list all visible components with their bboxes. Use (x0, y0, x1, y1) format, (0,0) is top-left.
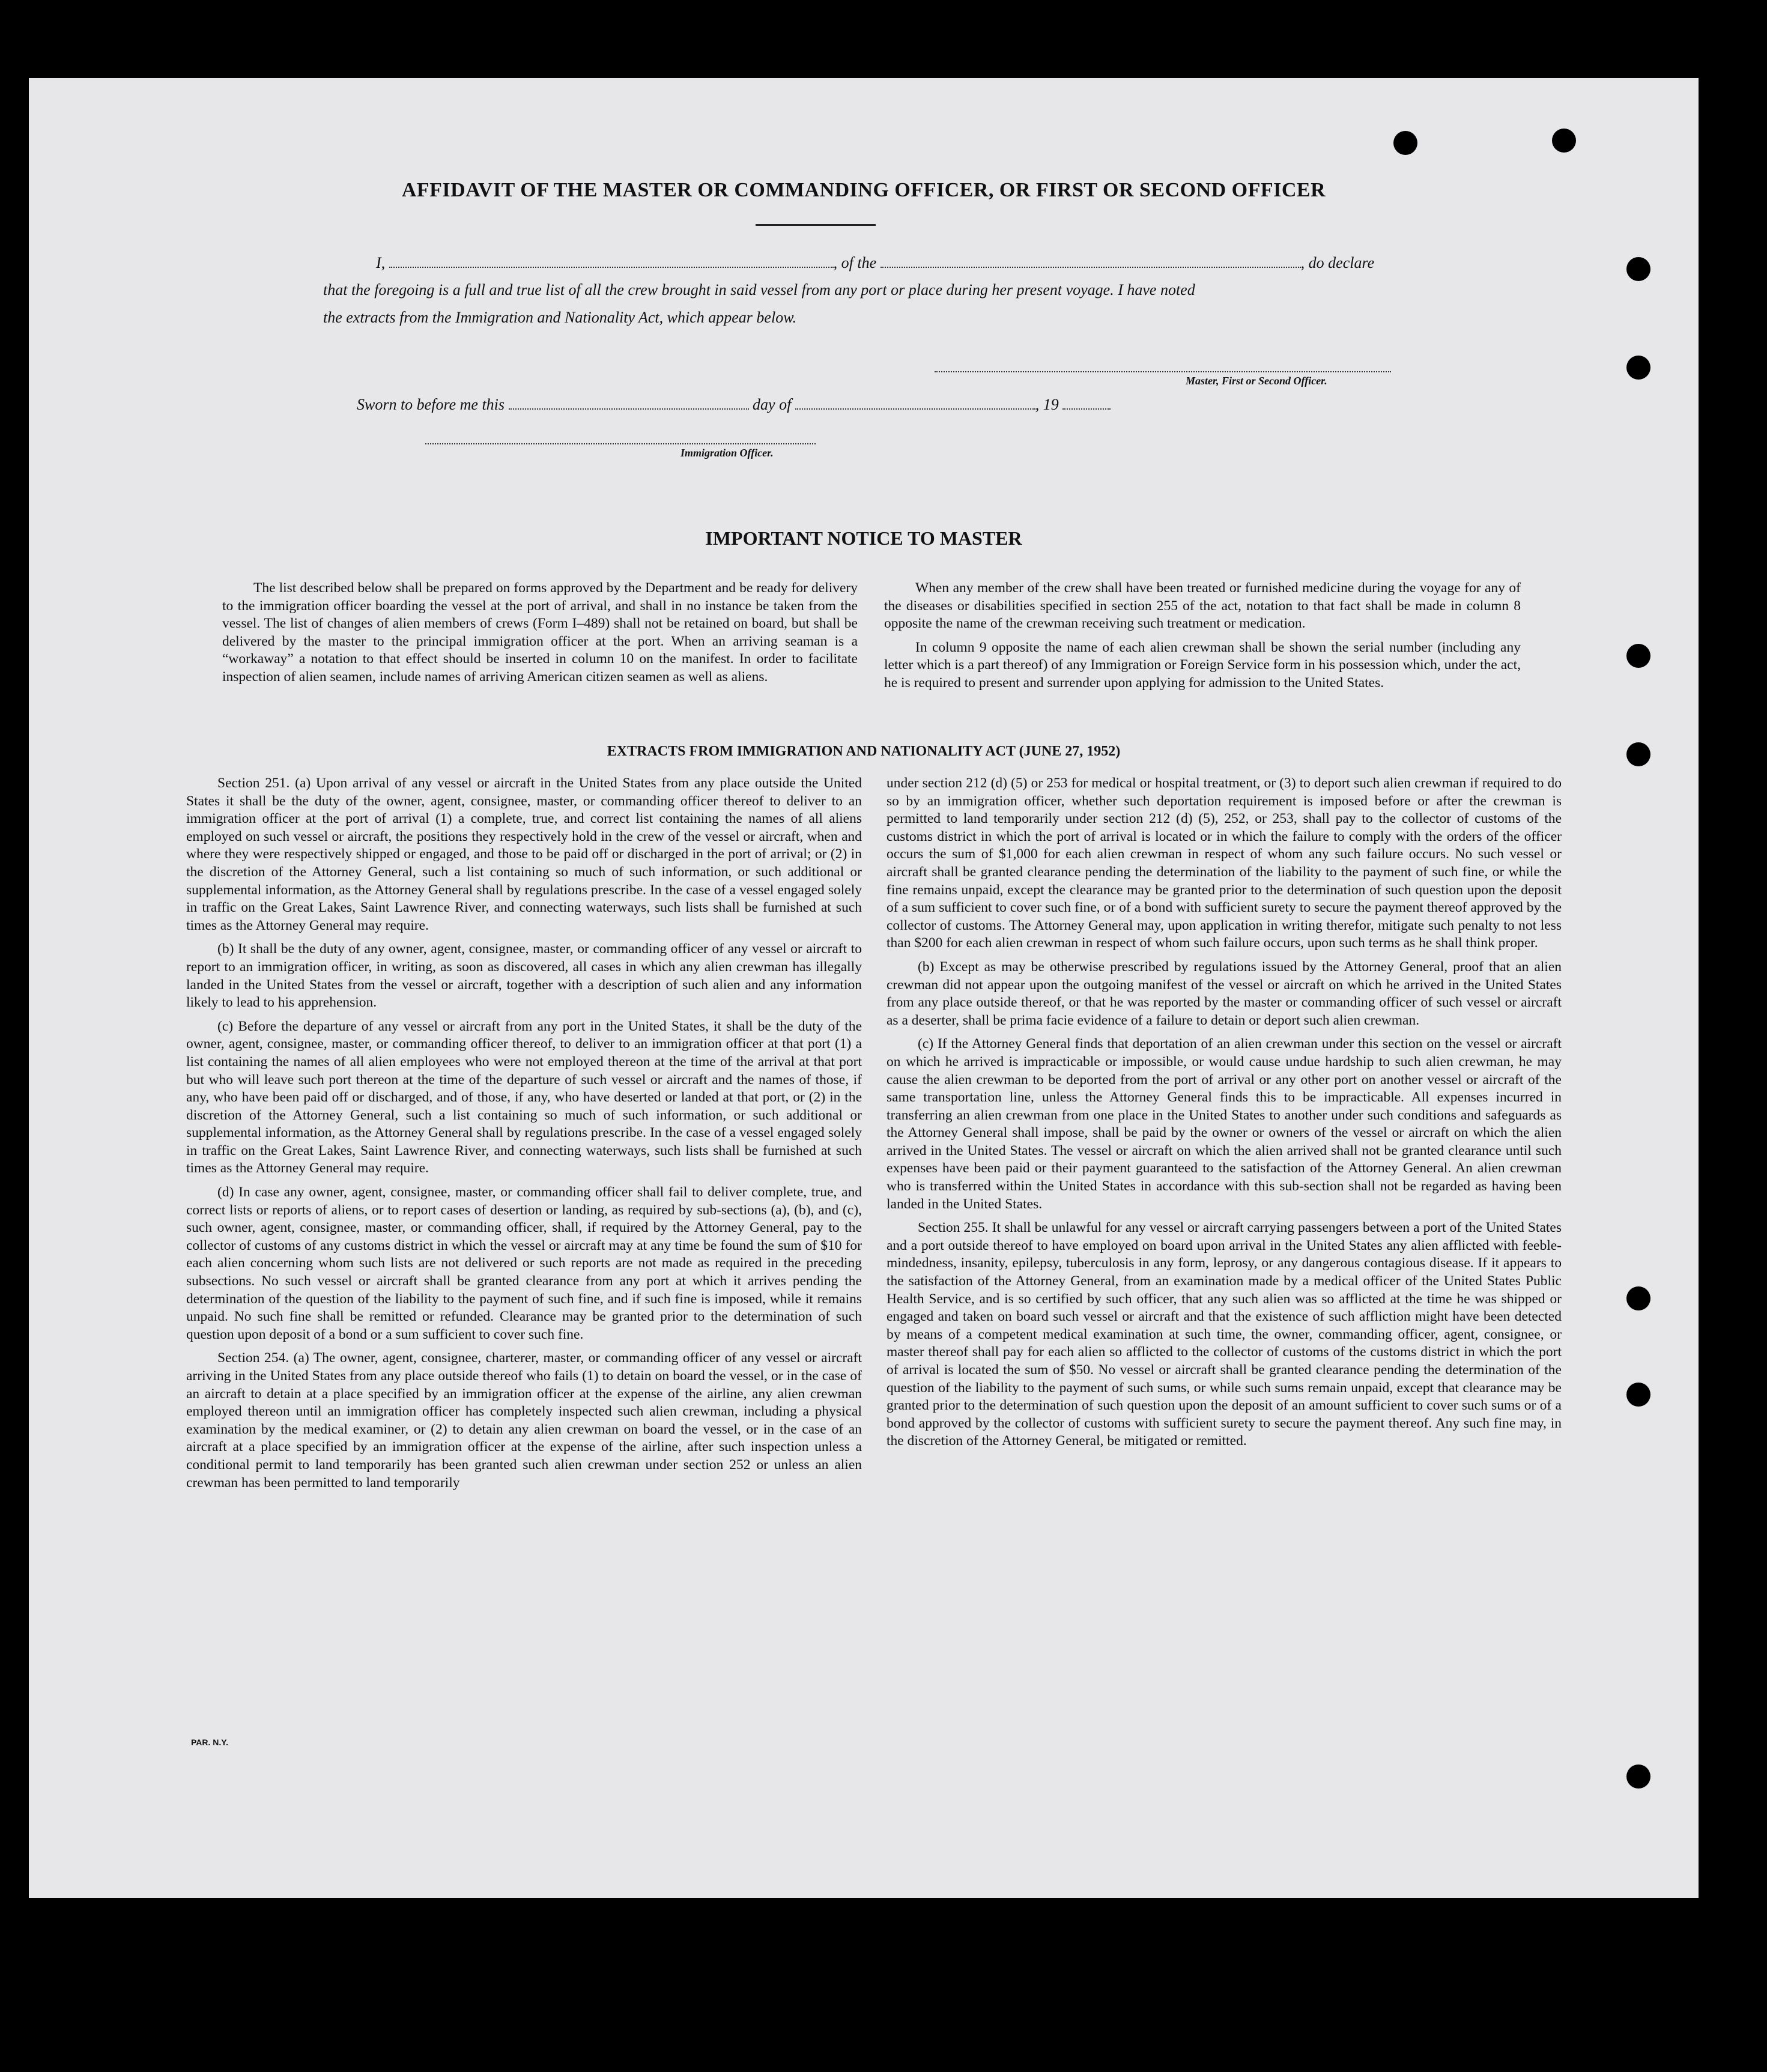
affidavit-declaration-line (376, 253, 1374, 272)
document-page (29, 78, 1699, 1898)
notice-left-column (222, 580, 858, 686)
punch-hole (1626, 1286, 1650, 1310)
affidavit-line-2: that the foregoing is a full and true list of all the crew brought in said vessel from any port or place during her present voyage. I have noted (323, 281, 1195, 298)
punch-hole (1626, 1383, 1650, 1407)
sworn-line (357, 395, 1111, 414)
affidavit-of-the-label: , of the (833, 254, 877, 271)
act-paragraph: Section 251. (a) Upon arrival of any vessel or aircraft in the United States from any place outside the United States it shall be the duty of the owner, agent, consignee, master, or commanding officer thereof to deliver to an immigration officer at the port of arrival (1) a complete, true, and correct list containing the names of all aliens employed on such vessel or aircraft, the positions they respectively hold in the crew of the vessel or aircraft, when and where they were respectively shipped or engaged, and those to be paid off or discharged in the port of arrival; or (2) in the discretion of the Attorney General, such a list containing so much of such information, or such additional or supplemental information, as the Attorney General shall by regulations prescribe. In the case of a vessel engaged solely in traffic on the Great Lakes, Saint Lawrence River, and connecting waterways, such lists shall be furnished at such times as the Attorney General may require. (186, 775, 862, 933)
act-paragraph: under section 212 (d) (5) or 253 for medical or hospital treatment, or (3) to deport such alien crewman if required to do so by an immigration officer, whether such deportation requirement is imposed before or after the crewman is permitted to land temporarily under section 212 (d) (5), 252, or 253, shall pay to the collector of customs of the customs district in which the port of arrival is located or in which the failure to comply with the orders of the officer occurs the sum of $1,000 for each alien crewman in respect of whom any such failure occurs. No such vessel or aircraft shall be granted clearance pending the determination of the liability to the payment of such fine, or while the fine remains unpaid, except the clearance may be granted prior to the determination of such question upon the deposit of a sum sufficient to cover such fine, or of a bond with sufficient surety to secure the payment thereof approved by the collector of customs. The Attorney General may, upon application in writing therefor, mitigate such penalty to not less than $200 for each alien crewman in respect of whom such failure occurs, upon such terms as he shall think proper. (887, 775, 1562, 951)
punch-hole (1626, 257, 1650, 281)
notice-title: IMPORTANT NOTICE TO MASTER (705, 527, 1022, 549)
notice-paragraph: The list described below shall be prepared on forms approved by the Department and be ready for delivery to the immigration officer boarding the vessel at the port of arrival, and shall in no instance be taken from the vessel. The list of changes of alien members of crews (Form I–489) shall not be retained on board, but shall be delivered by the master to the principal immigration officer at the port. When an arriving seaman is a “workaway” a notation to that effect should be inserted in column 10 on the manifest. In order to facilitate inspection of alien seamen, include names of arriving American citizen seamen as well as aliens. (222, 580, 858, 685)
act-paragraph: (d) In case any owner, agent, consignee, master, or commanding officer shall fail to deliver complete, true, and correct lists or reports of aliens, or to report cases of desertion or landing, as required by sub-sections (a), (b), and (c), such owner, agent, consignee, master, or commanding officer, shall, if required by the Attorney General, pay to the collector of customs of any customs district in which the vessel or aircraft may at any time be found the sum of $10 for each alien concerning whom such lists are not delivered or such reports are not made as required in the preceding subsections. No such vessel or aircraft shall be granted clearance from any port at which it arrives pending the determination of the question of the liability to the payment of such fine, and if such fine is imposed, while it remains unpaid. No such fine shall be remitted or refunded. Clearance may be granted prior to the determination of such question upon deposit of a bond or a sum sufficient to cover such fine. (186, 1184, 862, 1342)
sworn-year-field[interactable] (1062, 395, 1111, 410)
notice-paragraph: In column 9 opposite the name of each alien crewman shall be shown the serial number (including any letter which is a part thereof) of any Immigration or Foreign Service form in his possession which, under the act, he is required to present and surrender upon applying for admission to the United States. (884, 639, 1521, 691)
affidavit-title: AFFIDAVIT OF THE MASTER OR COMMANDING OFFICER, OR FIRST OR SECOND OFFICER (401, 179, 1326, 201)
officer-signature-label: Immigration Officer. (680, 447, 774, 459)
name-field[interactable] (389, 253, 834, 268)
act-paragraph: (b) Except as may be otherwise prescribed by regulations issued by the Attorney General, proof that an alien crewman did not appear upon the outgoing manifest of the vessel or aircraft on which he arrived in the United States from any place outside thereof, or that he was reported by the master or commanding officer of such vessel or aircraft as a deserter, shall be prima facie evidence of a failure to detain or deport such alien crewman. (887, 959, 1562, 1028)
punch-hole (1626, 644, 1650, 668)
extracts-title: EXTRACTS FROM IMMIGRATION AND NATIONALITY ACT (JUNE 27, 1952) (607, 744, 1121, 759)
title-rule (756, 224, 876, 226)
act-paragraph: (c) Before the departure of any vessel or aircraft from any port in the United States, it shall be the duty of the owner, agent, consignee, master, or commanding officer thereof, to deliver to an immigration officer at that port (1) a list containing the names of all alien employees who were not employed thereon at the time of the arrival at that port but who will leave such port thereon at the time of the departure of such vessel or aircraft and the names of those, if any, who have been paid off or discharged, and of those, if any, who have deserted or landed at that port, or (2) in the discretion of the Attorney General, such a list containing so much of such information, or such additional or supplemental information, as the Attorney General shall by regulations prescribe. In the case of a vessel engaged solely in traffic on the Great Lakes, Saint Lawrence River, and connecting waterways, such lists shall be furnished at such times as the Attorney General may require. (186, 1018, 862, 1177)
printer-mark: PAR. N.Y. (191, 1737, 228, 1747)
act-paragraph: (b) It shall be the duty of any owner, agent, consignee, master, or commanding officer of any vessel or aircraft to report to an immigration officer, in writing, as soon as discovered, all cases in which any alien crewman has illegally landed in the United States from the vessel or aircraft, together with a description of such alien and any information likely to lead to his apprehension. (186, 941, 862, 1011)
master-signature-label: Master, First or Second Officer. (1186, 375, 1327, 387)
sworn-prefix: Sworn to before me this (357, 396, 505, 413)
extracts-right-column (887, 775, 1562, 1450)
sworn-year: , 19 (1035, 396, 1059, 413)
punch-hole (1626, 1765, 1650, 1789)
sworn-day-field[interactable] (509, 395, 749, 410)
punch-hole (1393, 131, 1417, 155)
notice-right-column (884, 580, 1521, 692)
affidavit-declare-label: , do declare (1300, 254, 1375, 271)
act-paragraph: Section 254. (a) The owner, agent, consignee, charterer, master, or commanding officer of any vessel or aircraft arriving in the United States from any place outside thereof who fails (1) to detain on board the vessel, or in the case of an aircraft to detain at a place specified by an immigration officer at the expense of the airline, any alien crewman employed thereon until an immigration officer has completely inspected such alien crewman, including a physical examination by the medical examiner, or (2) to detain any alien crewman on board the vessel, or in the case of an aircraft at a place specified by an immigration officer at the expense of the airline, after such inspection unless a conditional permit to land temporarily has been granted such alien crewman under section 252 or unless an alien crewman has been permitted to land temporarily (186, 1350, 862, 1491)
punch-hole (1552, 129, 1576, 153)
notice-paragraph: When any member of the crew shall have been treated or furnished medicine during the voyage for any of the diseases or disabilities specified in section 255 of the act, notation to that fact shall be made in column 8 opposite the name of the crewman receiving such treatment or medication. (884, 580, 1521, 632)
act-paragraph: (c) If the Attorney General finds that deportation of an alien crewman under this section on the vessel or aircraft on which he arrived is impracticable or impossible, or would cause undue hardship to such alien crewman, he may cause the alien crewman to be deported from the port of arrival or any other port on another vessel or aircraft of the same transportation line, unless the Attorney General finds this to be impracticable. All expenses incurred in transferring an alien crewman from one place in the United States to another under such conditions and safeguards as the Attorney General shall impose, shall be paid by the owner or owners of the vessel or aircraft on which the alien arrived in the United States. The vessel or aircraft on which the alien arrived shall not be granted clearance until such expenses have been paid or their payment guaranteed to the satisfaction of the Attorney General. An alien crewman who is transferred within the United States in accordance with this sub-section shall not be regarded as having been landed in the United States. (887, 1036, 1562, 1212)
sworn-month-field[interactable] (795, 395, 1035, 410)
sworn-day-of: day of (753, 396, 792, 413)
extracts-left-column (186, 775, 862, 1492)
officer-signature-line[interactable] (425, 443, 816, 444)
punch-hole (1626, 356, 1650, 380)
vessel-field[interactable] (880, 253, 1301, 268)
master-signature-line[interactable] (935, 371, 1391, 372)
affidavit-i-label: I, (376, 254, 386, 271)
affidavit-line-3: the extracts from the Immigration and Nationality Act, which appear below. (323, 309, 797, 326)
act-paragraph: Section 255. It shall be unlawful for any vessel or aircraft carrying passengers between a port of the United States and a port outside thereof to have employed on board upon arrival in the United States any alien afflicted with feeble-mindedness, insanity, epilepsy, tuberculosis in any form, leprosy, or any dangerous contagious disease. If it appears to the satisfaction of the Attorney General, from an examination made by a medical officer of the United States Public Health Service, and is so certified by such officer, that any such alien was so afflicted at the time he was shipped or engaged and taken on board such vessel or aircraft and that the existence of such affliction might have been detected by means of a competent medical examination at such time, the owner, commanding officer, agent, consignee, or master thereof shall pay for each alien so afflicted to the collector of customs of the customs district in which the port of arrival is located the sum of $50. No vessel or aircraft shall be granted clearance pending the determination of the question of the liability to the payment of such sums, or while such sums remain unpaid, except that clearance may be granted prior to the determination of such question upon the deposit of an amount sufficient to cover such sums or of a bond approved by the collector of customs with sufficient surety to secure the payment thereof. Any such fine may, in the discretion of the Attorney General, be mitigated or remitted. (887, 1220, 1562, 1449)
